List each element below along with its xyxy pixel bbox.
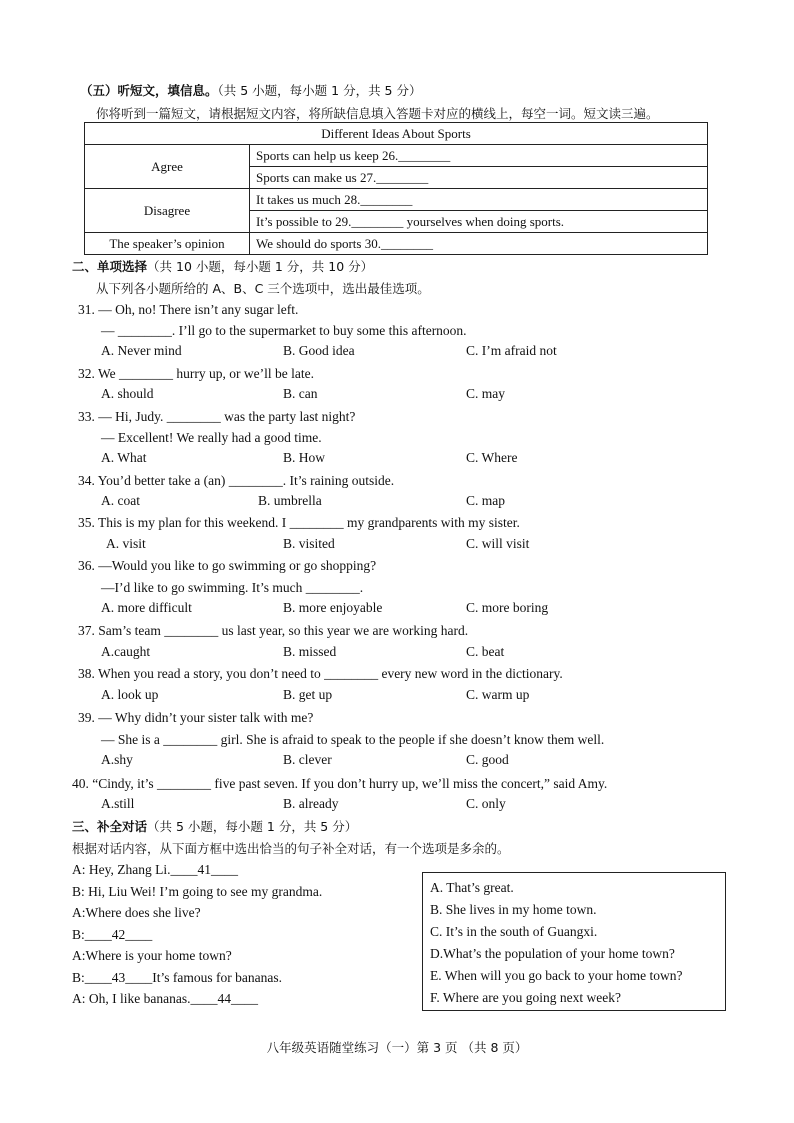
q37-option-c: C. beat: [466, 644, 505, 659]
part3-title: 三、补全对话: [72, 819, 148, 834]
part3-scoring: （共 5 小题，每小题 1 分，共 5 分）: [147, 819, 358, 834]
q38-option-c: C. warm up: [466, 687, 530, 702]
dialog-option-d: D.What’s the population of your home town?: [430, 946, 675, 961]
q36-option-b: B. more enjoyable: [283, 600, 383, 615]
section5-title: （五）听短文，填信息。: [80, 83, 218, 98]
dialog-options-box: [422, 872, 726, 1011]
q40-option-c: C. only: [466, 796, 506, 811]
section5-heading: [80, 82, 421, 100]
part3-instruction: 根据对话内容，从下面方框中选出恰当的句子补全对话，有一个选项是多余的。: [72, 841, 510, 856]
dialog-option-a: A. That’s great.: [430, 880, 514, 895]
question-31: 31. — Oh, no! There isn’t any sugar left.: [78, 302, 299, 317]
agree-row-2: Sports can make us 27.________: [250, 167, 708, 189]
question-31-reply: — ________. I’ll go to the supermarket to buy some this afternoon.: [101, 323, 467, 338]
question-36: 36. —Would you like to go swimming or go shopping?: [78, 558, 377, 573]
page-footer: 八年级英语随堂练习（一）第 3 页 （共 8 页）: [266, 1040, 528, 1055]
dialog-line-6: B:____43____It’s famous for bananas.: [72, 970, 282, 985]
q31-option-c: C. I’m afraid not: [466, 343, 557, 358]
q34-option-a: A. coat: [101, 493, 140, 508]
part2-scoring: （共 10 小题，每小题 1 分，共 10 分）: [147, 259, 374, 274]
q39-option-b: B. clever: [283, 752, 332, 767]
table-header: Different Ideas About Sports: [85, 123, 708, 145]
dialog-option-c: C. It’s in the south of Guangxi.: [430, 924, 598, 939]
q40-option-b: B. already: [283, 796, 339, 811]
dialog-line-5: A:Where is your home town?: [72, 948, 232, 963]
agree-label: Agree: [85, 145, 250, 189]
q33-option-b: B. How: [283, 450, 326, 465]
question-37: 37. Sam’s team ________ us last year, so this year we are working hard.: [78, 623, 469, 638]
section5-instruction: 你将听到一篇短文，请根据短文内容，将所缺信息填入答题卡对应的横线上，每空一词。短文读三遍。: [96, 106, 659, 121]
q31-option-a: A. Never mind: [101, 343, 182, 358]
dialog-option-f: F. Where are you going next week?: [430, 990, 621, 1005]
q34-option-c: C. map: [466, 493, 505, 508]
question-32: 32. We ________ hurry up, or we’ll be late.: [78, 366, 314, 381]
q40-option-a: A.still: [101, 796, 135, 811]
agree-row-1: Sports can help us keep 26.________: [250, 145, 708, 167]
section5-scoring: （共 5 小题，每小题 1 分，共 5 分）: [217, 83, 422, 98]
question-39: 39. — Why didn’t your sister talk with me?: [78, 710, 314, 725]
q38-option-a: A. look up: [101, 687, 159, 702]
question-39-reply: — She is a ________ girl. She is afraid to speak to the people if she doesn’t know them well.: [101, 732, 605, 747]
q37-option-a: A.caught: [101, 644, 151, 659]
dialog-line-3: A:Where does she live?: [72, 905, 201, 920]
opinion-row: We should do sports 30.________: [250, 233, 708, 255]
q33-option-a: A. What: [101, 450, 147, 465]
part3-heading: [72, 818, 357, 836]
q32-option-a: A. should: [101, 386, 154, 401]
opinion-label: The speaker’s opinion: [85, 233, 250, 255]
question-34: 34. You’d better take a (an) ________. It’s raining outside.: [78, 473, 395, 488]
dialog-line-2: B: Hi, Liu Wei! I’m going to see my grandma.: [72, 884, 323, 899]
dialog-line-1: A: Hey, Zhang Li.____41____: [72, 862, 238, 877]
q36-option-a: A. more difficult: [101, 600, 192, 615]
question-38: 38. When you read a story, you don’t need to ________ every new word in the dictionary.: [78, 666, 563, 681]
q39-option-c: C. good: [466, 752, 509, 767]
part2-instruction: 从下列各小题所给的 A、B、C 三个选项中，选出最佳选项。: [96, 281, 430, 296]
q35-option-b: B. visited: [283, 536, 335, 551]
dialog-line-4: B:____42____: [72, 927, 153, 942]
q31-option-b: B. Good idea: [283, 343, 355, 358]
dialog-option-e: E. When will you go back to your home town?: [430, 968, 683, 983]
q39-option-a: A.shy: [101, 752, 133, 767]
question-33: 33. — Hi, Judy. ________ was the party last night?: [78, 409, 356, 424]
q36-option-c: C. more boring: [466, 600, 549, 615]
disagree-row-2: It’s possible to 29.________ yourselves when doing sports.: [250, 211, 708, 233]
disagree-row-1: It takes us much 28.________: [250, 189, 708, 211]
part2-heading: [72, 258, 373, 276]
q38-option-b: B. get up: [283, 687, 333, 702]
dialog-line-7: A: Oh, I like bananas.____44____: [72, 991, 258, 1006]
q35-option-a: A. visit: [106, 536, 146, 551]
disagree-label: Disagree: [85, 189, 250, 233]
question-35: 35. This is my plan for this weekend. I ________ my grandparents with my sister.: [78, 515, 520, 530]
q34-option-b: B. umbrella: [258, 493, 322, 508]
question-40: 40. “Cindy, it’s ________ five past seven. If you don’t hurry up, we’ll miss the concert,” said Amy.: [72, 776, 608, 791]
question-33-reply: — Excellent! We really had a good time.: [101, 430, 322, 445]
q37-option-b: B. missed: [283, 644, 337, 659]
part2-title: 二、单项选择: [72, 259, 148, 274]
dialog-option-b: B. She lives in my home town.: [430, 902, 597, 917]
q33-option-c: C. Where: [466, 450, 518, 465]
q32-option-b: B. can: [283, 386, 318, 401]
q32-option-c: C. may: [466, 386, 505, 401]
question-36-reply: —I’d like to go swimming. It’s much ________.: [101, 580, 364, 595]
q35-option-c: C. will visit: [466, 536, 530, 551]
sports-ideas-table: [84, 122, 708, 255]
